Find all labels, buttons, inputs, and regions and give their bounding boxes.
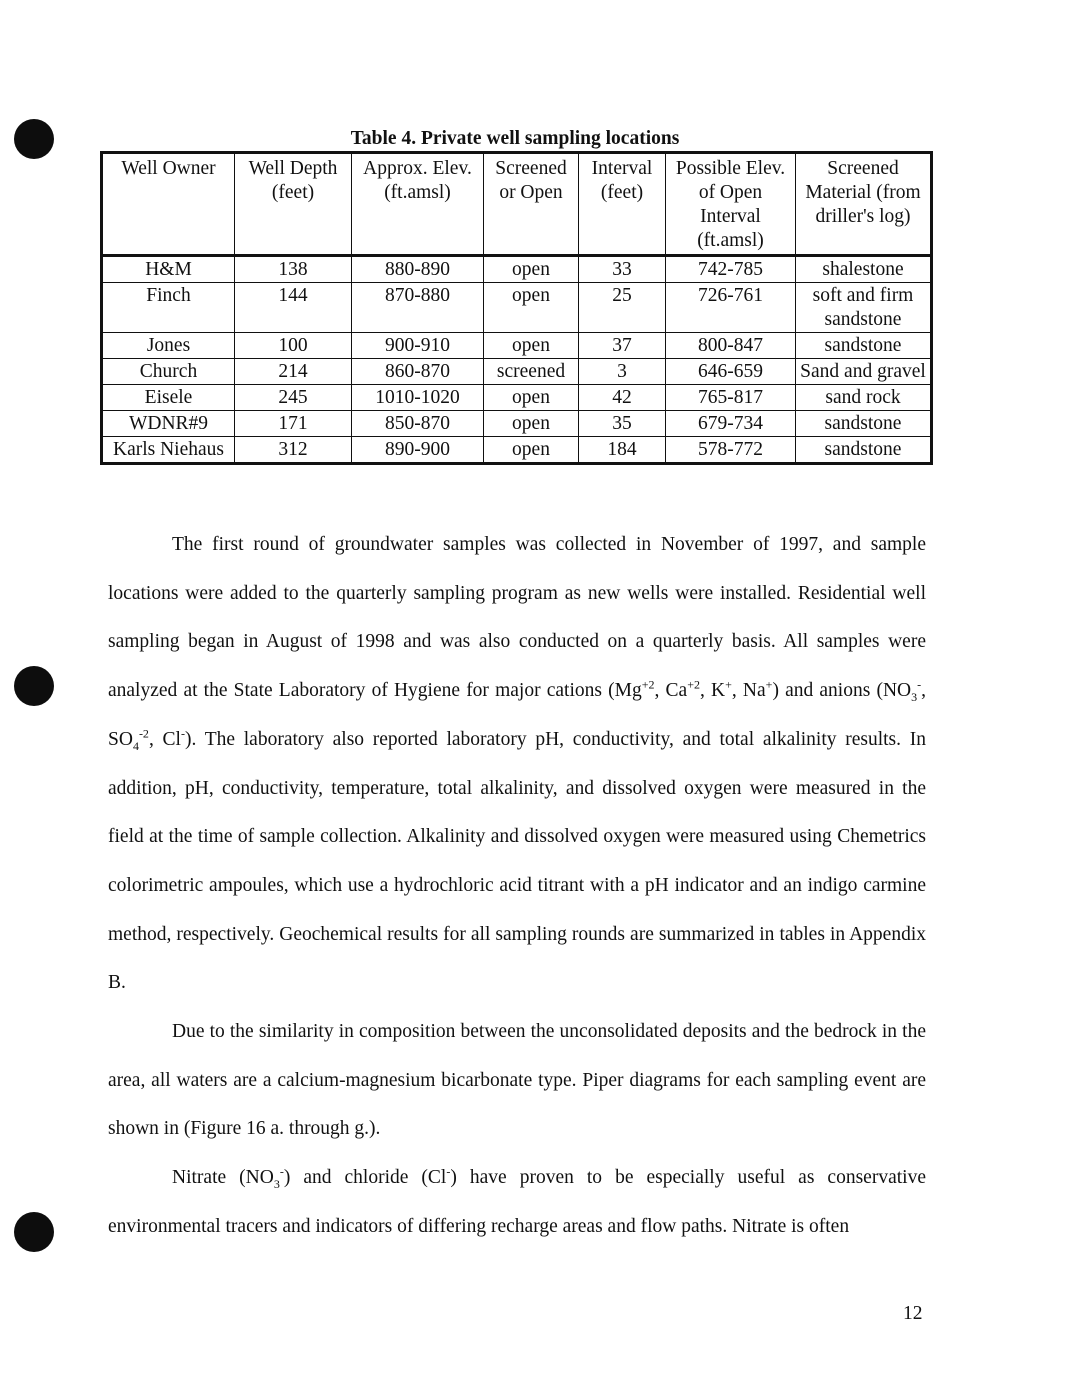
page-number: 12 [903, 1303, 923, 1324]
table-cell: Karls Niehaus [102, 437, 235, 464]
table-cell: 578-772 [666, 437, 796, 464]
table-cell: open [484, 283, 579, 333]
table-cell: 312 [235, 437, 352, 464]
table-row [102, 283, 932, 333]
table-cell: 890-900 [352, 437, 484, 464]
column-header: Interval (feet) [579, 153, 666, 256]
table-cell: 25 [579, 283, 666, 333]
table-cell: screened [484, 359, 579, 385]
table-header-row [102, 153, 932, 256]
table-cell: sandstone [796, 333, 932, 359]
table-cell: 900-910 [352, 333, 484, 359]
table-cell: 144 [235, 283, 352, 333]
table-cell: 42 [579, 385, 666, 411]
table-cell: 100 [235, 333, 352, 359]
table-cell: H&M [102, 256, 235, 283]
table-cell: open [484, 411, 579, 437]
column-header: Approx. Elev. (ft.amsl) [352, 153, 484, 256]
table-cell: WDNR#9 [102, 411, 235, 437]
column-header: Possible Elev. of Open Interval (ft.amsl) [666, 153, 796, 256]
paragraph-water-type: Due to the similarity in composition between the unconsolidated deposits and the bedrock in the area, all waters are a calcium-magnesium bicarbonate type. Piper diagrams for each sampling event are shown in (Figure 16 a. through g.). [108, 1021, 926, 1140]
column-header: Well Owner [102, 153, 235, 256]
punch-hole-top [14, 119, 54, 159]
table-cell: Eisele [102, 385, 235, 411]
table-row [102, 333, 932, 359]
table-cell: Church [102, 359, 235, 385]
table-cell: 138 [235, 256, 352, 283]
table-cell: shalestone [796, 256, 932, 283]
table-cell: 171 [235, 411, 352, 437]
table-cell: 726-761 [666, 283, 796, 333]
table-cell: Sand and gravel [796, 359, 932, 385]
column-header: Screened Material (from driller's log) [796, 153, 932, 256]
table-cell: open [484, 385, 579, 411]
table-row [102, 359, 932, 385]
table-cell: 860-870 [352, 359, 484, 385]
table-cell: soft and firm sandstone [796, 283, 932, 333]
table-cell: open [484, 333, 579, 359]
table-cell: 33 [579, 256, 666, 283]
table-cell: 184 [579, 437, 666, 464]
table-cell: Jones [102, 333, 235, 359]
table-cell: 870-880 [352, 283, 484, 333]
table-cell: 742-785 [666, 256, 796, 283]
paragraph-tracers: Nitrate $(NO_3^-)$ and chloride (Cl-) have proven to be especially useful as conservative environmental tracers and indicators of differing recharge areas and flow paths. Nitrate is often [108, 1164, 926, 1237]
table-cell: 214 [235, 359, 352, 385]
table-row [102, 411, 932, 437]
table-cell: open [484, 437, 579, 464]
punch-hole-bottom [14, 1212, 54, 1252]
table-cell: 3 [579, 359, 666, 385]
table-cell: open [484, 256, 579, 283]
table-cell: 800-847 [666, 333, 796, 359]
table-cell: 646-659 [666, 359, 796, 385]
table-cell: sandstone [796, 437, 932, 464]
table-cell: 35 [579, 411, 666, 437]
table-cell: sandstone [796, 411, 932, 437]
table-cell: 37 [579, 333, 666, 359]
table-cell: 679-734 [666, 411, 796, 437]
well-sampling-table [100, 151, 933, 465]
column-header: Well Depth (feet) [235, 153, 352, 256]
table-cell: 765-817 [666, 385, 796, 411]
table-row [102, 385, 932, 411]
column-header: Screened or Open [484, 153, 579, 256]
paragraph-sampling-methods: The first round of groundwater samples was collected in November of 1997, and sample locations were added to the quarterly sampling program as new wells were installed. Residential well sampling began in August of 1998 and was also conducted on a quarterly basis. All samples were analyzed at the State Laboratory of Hygiene for major cations ($Mg^{+2}$, $Ca^{+2}$, K+, Na+) and anions ($NO_3^-$, $SO_4^{-2}$, Cl-). The laboratory also reported laboratory pH, conductivity, and total alkalinity results. In addition, pH, conductivity, temperature, total alkalinity, and dissolved oxygen were measured in the field at the time of sample collection. Alkalinity and dissolved oxygen were measured using Chemetrics colorimetric ampoules, which use a hydrochloric acid titrant with a pH indicator and an indigo carmine method, respectively. Geochemical results for all sampling rounds are summarized in tables in Appendix B. [108, 534, 926, 994]
table-cell: 850-870 [352, 411, 484, 437]
table-cell: sand rock [796, 385, 932, 411]
table-row [102, 437, 932, 464]
punch-hole-middle [14, 666, 54, 706]
table-row [102, 256, 932, 283]
table-cell: 245 [235, 385, 352, 411]
table-cell: Finch [102, 283, 235, 333]
table-cell: 880-890 [352, 256, 484, 283]
body-text [108, 521, 926, 1252]
table-caption: Table 4. Private well sampling locations [350, 128, 680, 149]
table-cell: 1010-1020 [352, 385, 484, 411]
